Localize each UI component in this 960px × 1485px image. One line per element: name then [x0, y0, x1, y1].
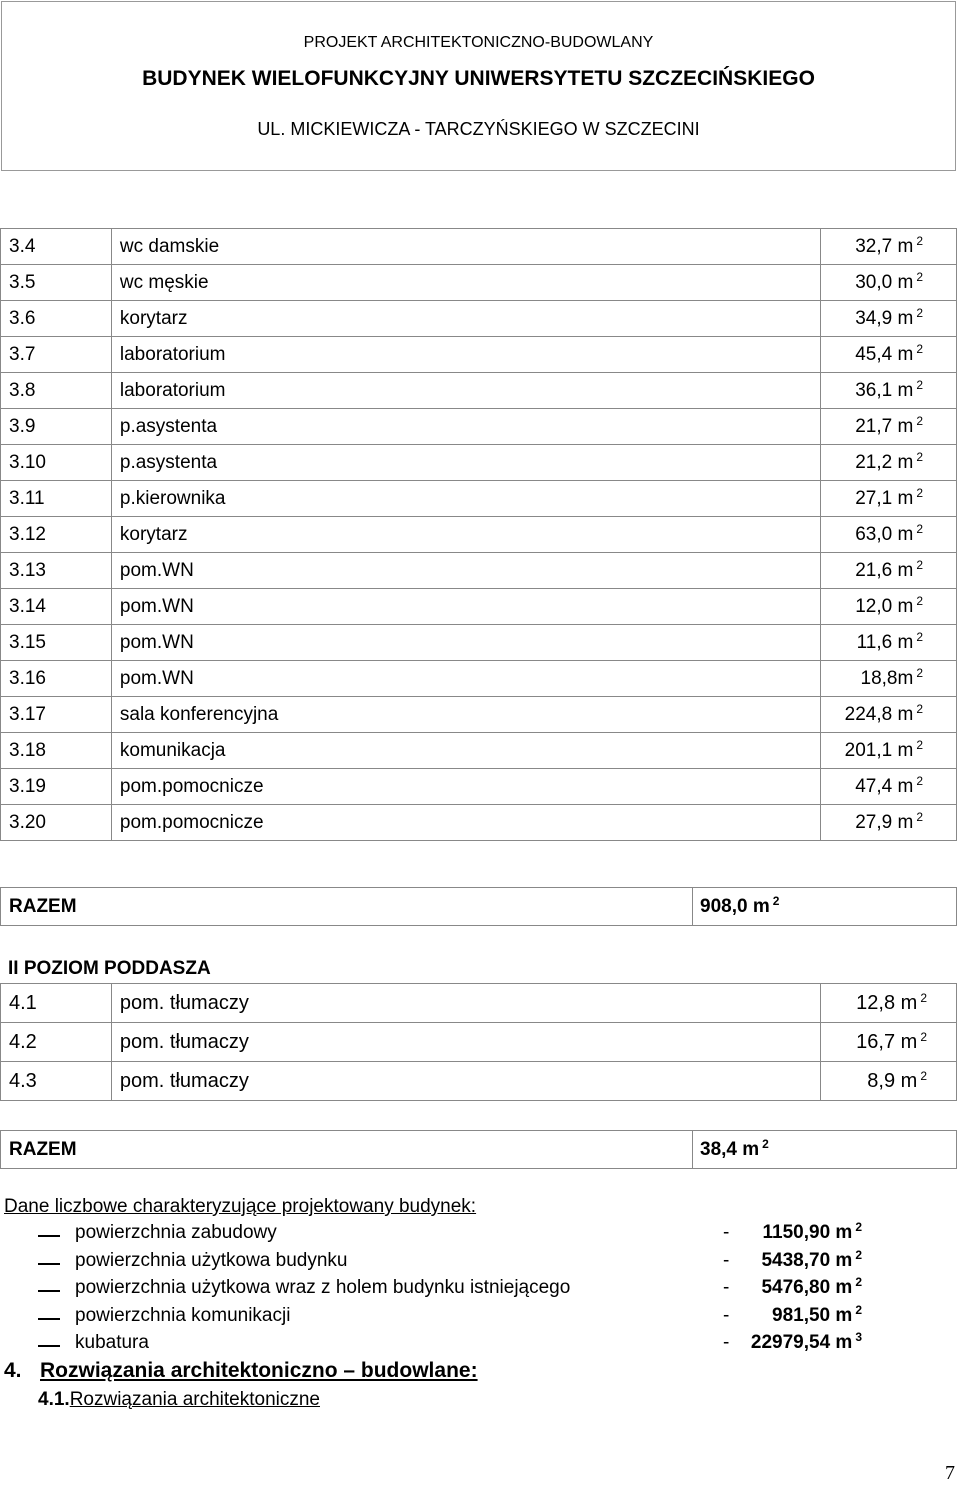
room-area: 11,6 m $^2$	[821, 625, 957, 661]
section-heading	[4, 1359, 478, 1383]
room-area: 27,1 m $^2$	[821, 481, 957, 517]
room-area: 12,0 m $^2$	[821, 589, 957, 625]
room-row	[1, 661, 957, 697]
room-row	[1, 984, 957, 1023]
room-number: 3.15	[1, 625, 112, 661]
stat-label: kubatura	[75, 1332, 149, 1353]
stat-label: powierzchnia komunikacji	[75, 1304, 291, 1326]
room-name: pom.WN	[111, 553, 820, 589]
room-area: 21,7 m $^2$	[821, 409, 957, 445]
room-number: 3.20	[1, 805, 112, 841]
stat-label: powierzchnia użytkowa budynku	[75, 1249, 348, 1271]
room-area: 18,8m $^2$	[821, 661, 957, 697]
room-row	[1, 337, 957, 373]
room-row	[1, 1023, 957, 1062]
room-name: sala konferencyjna	[111, 697, 820, 733]
room-name: wc męskie	[111, 265, 820, 301]
room-name: pom.WN	[111, 625, 820, 661]
room-area: 27,9 m $^2$	[821, 805, 957, 841]
room-number: 3.10	[1, 445, 112, 481]
room-row	[1, 409, 957, 445]
room-area: 45,4 m $^2$	[821, 337, 957, 373]
room-row	[1, 517, 957, 553]
room-number: 3.5	[1, 265, 112, 301]
room-name: p.kierownika	[111, 481, 820, 517]
room-number: 3.19	[1, 769, 112, 805]
room-row	[1, 301, 957, 337]
level3-rooms-table	[0, 228, 957, 841]
document-header	[1, 1, 956, 171]
room-area: 201,1 m $^2$	[821, 733, 957, 769]
header-project-type: PROJEKT ARCHITEKTONICZNO-BUDOWLANY	[303, 34, 654, 51]
stat-separator: -	[723, 1222, 730, 1243]
room-number: 3.11	[1, 481, 112, 517]
room-area: 8,9 m $^2$	[821, 1062, 957, 1101]
room-row	[1, 589, 957, 625]
room-name: korytarz	[111, 301, 820, 337]
dash-bullet	[38, 1345, 60, 1347]
attic-total-value: 38,4 m $^2$	[700, 1137, 769, 1160]
section-number: 4.	[4, 1359, 22, 1382]
room-row	[1, 553, 957, 589]
room-area: 32,7 m $^2$	[821, 229, 957, 265]
room-number: 3.9	[1, 409, 112, 445]
attic-total-label: RAZEM	[9, 1139, 77, 1160]
attic-level-title: II POZIOM PODDASZA	[8, 958, 211, 979]
room-name: pom. tłumaczy	[111, 1023, 820, 1062]
room-area: 34,9 m $^2$	[821, 301, 957, 337]
room-number: 4.1	[1, 984, 112, 1023]
room-area: 30,0 m $^2$	[821, 265, 957, 301]
stat-separator: -	[723, 1277, 730, 1298]
dash-bullet	[38, 1290, 60, 1292]
room-row	[1, 1062, 957, 1101]
room-row	[1, 769, 957, 805]
dash-bullet	[38, 1235, 60, 1237]
stat-label: powierzchnia użytkowa wraz z holem budynku istniejącego	[75, 1277, 571, 1298]
attic-rooms-table	[0, 983, 957, 1101]
room-name: pom. tłumaczy	[111, 1062, 820, 1101]
room-number: 3.14	[1, 589, 112, 625]
room-row	[1, 733, 957, 769]
room-area: 21,2 m $^2$	[821, 445, 957, 481]
stat-separator: -	[723, 1249, 730, 1271]
level3-total-label: RAZEM	[9, 896, 77, 917]
room-name: laboratorium	[111, 337, 820, 373]
stat-label: powierzchnia zabudowy	[75, 1222, 277, 1243]
room-row	[1, 265, 957, 301]
room-area: 47,4 m $^2$	[821, 769, 957, 805]
room-row	[1, 229, 957, 265]
stats-title: Dane liczbowe charakteryzujące projektowany budynek:	[4, 1196, 477, 1217]
room-area: 12,8 m $^2$	[821, 984, 957, 1023]
room-area: 21,6 m $^2$	[821, 553, 957, 589]
room-row	[1, 445, 957, 481]
room-name: korytarz	[111, 517, 820, 553]
room-number: 3.17	[1, 697, 112, 733]
header-building-name: BUDYNEK WIELOFUNKCYJNY UNIWERSYTETU SZCZECIŃSKIEGO	[142, 67, 815, 90]
stat-value: 5438,70 m $^2$	[761, 1247, 862, 1271]
room-number: 3.13	[1, 553, 112, 589]
room-name: pom.WN	[111, 589, 820, 625]
room-area: 36,1 m $^2$	[821, 373, 957, 409]
room-number: 3.6	[1, 301, 112, 337]
room-name: pom.pomocnicze	[111, 805, 820, 841]
room-name: wc damskie	[111, 229, 820, 265]
room-number: 3.7	[1, 337, 112, 373]
room-area: 63,0 m $^2$	[821, 517, 957, 553]
dash-bullet	[38, 1318, 60, 1320]
subsection-title: Rozwiązania architektoniczne	[69, 1389, 320, 1410]
room-number: 3.8	[1, 373, 112, 409]
stat-separator: -	[723, 1332, 730, 1353]
room-number: 3.4	[1, 229, 112, 265]
room-row	[1, 373, 957, 409]
level3-total-divider	[692, 888, 693, 925]
attic-total-row	[0, 1130, 957, 1169]
page-number: 7	[945, 1462, 955, 1484]
room-number: 3.16	[1, 661, 112, 697]
stat-separator: -	[723, 1304, 730, 1326]
stat-value: 1150,90 m $^2$	[762, 1220, 862, 1243]
room-name: p.asystenta	[111, 445, 820, 481]
room-area: 16,7 m $^2$	[821, 1023, 957, 1062]
room-name: pom.WN	[111, 661, 820, 697]
room-number: 3.12	[1, 517, 112, 553]
room-name: pom. tłumaczy	[111, 984, 820, 1023]
room-name: komunikacja	[111, 733, 820, 769]
room-name: p.asystenta	[111, 409, 820, 445]
subsection-number: 4.1.	[38, 1389, 70, 1410]
room-name: laboratorium	[111, 373, 820, 409]
section-title: Rozwiązania architektoniczno – budowlane:	[40, 1359, 478, 1382]
room-name: pom.pomocnicze	[111, 769, 820, 805]
level3-total-row	[0, 887, 957, 926]
room-row	[1, 625, 957, 661]
attic-total-divider	[692, 1131, 693, 1168]
room-number: 4.3	[1, 1062, 112, 1101]
stat-value: 981,50 m $^2$	[772, 1302, 862, 1326]
level3-total-value: 908,0 m $^2$	[700, 894, 780, 917]
room-row	[1, 481, 957, 517]
room-row	[1, 697, 957, 733]
subsection-heading	[38, 1389, 320, 1411]
header-address: UL. MICKIEWICZA - TARCZYŃSKIEGO W SZCZECINI	[257, 119, 700, 139]
stat-value: 5476,80 m $^2$	[761, 1275, 862, 1298]
dash-bullet	[38, 1263, 60, 1265]
stat-value: 22979,54 m $^3$	[750, 1330, 862, 1353]
room-row	[1, 805, 957, 841]
room-area: 224,8 m $^2$	[821, 697, 957, 733]
room-number: 4.2	[1, 1023, 112, 1062]
room-number: 3.18	[1, 733, 112, 769]
